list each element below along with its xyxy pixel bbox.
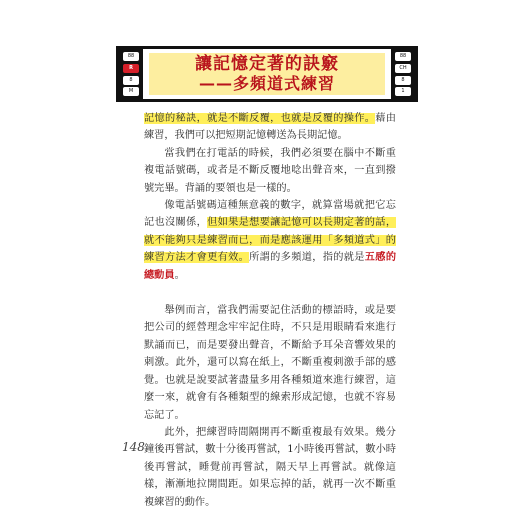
emphasis-text: 五感的總動員 <box>144 251 397 281</box>
page-title: 讓記憶定著的訣竅 <box>195 54 339 74</box>
title-box <box>149 53 385 95</box>
paragraph: 當我們在打電話的時候，我們必須要在腦中不斷重複電話號碼，或者是不斷反覆地唸出聲音來，一直到撥號完畢。背誦的要領也是一樣的。 <box>144 147 396 194</box>
paragraph <box>144 110 396 145</box>
tv-label: 8 <box>395 76 411 85</box>
text: 。 <box>174 269 185 281</box>
text: 所謂的多頻道，指的就是 <box>249 252 365 264</box>
tv-label: CH <box>395 64 411 73</box>
tv-label: M <box>123 87 139 96</box>
highlighted-text: 記憶的秘訣，就是不斷反覆，也就是反覆的操作。 <box>144 113 376 124</box>
tv-label: 8 <box>123 76 139 85</box>
page-subtitle: ——多頻道式練習 <box>198 74 335 93</box>
tv-icon-left <box>119 49 143 99</box>
text: 藉由練習，我們可以把短期記憶轉送為長期記憶。 <box>144 113 396 142</box>
paragraph: 舉例而言，當我們需要記住活動的標語時，或是要把公司的經營理念牢牢記住時，不只是用眼睛看來進行默誦而已，而是要發出聲音，不斷給予耳朵音響效果的刺激。此外，還可以寫在紙上，不斷重複刺激手部的感覺。也就是說要試著盡量多用各種頻道來進行練習，這麼一來，就會有各種類型的線索形成記憶，也就不容易忘記了。 <box>144 305 396 421</box>
tv-label: 88 <box>395 52 411 61</box>
chapter-header-banner <box>116 46 418 102</box>
spacer <box>144 284 396 302</box>
tv-label: R <box>123 64 139 73</box>
highlighted-text: 但如果是想要讓記憶可以長期定著的話，就不能夠只是練習而已，而是應該運用「多頻道式」的練習方法才會更有效。 <box>144 217 397 264</box>
text: 像電話號碼這種無意義的數字，就算當場就把它忘記也沒關係， <box>144 200 396 229</box>
tv-label: 1 <box>395 87 411 96</box>
tv-icon-right <box>391 49 415 99</box>
body-text <box>144 110 396 511</box>
page-number: 148 <box>122 440 145 454</box>
paragraph: 此外，把練習時間隔開再不斷重複最有效果。幾分鐘後再嘗試，數十分後再嘗試，1小時後再嘗試，數小時後再嘗試，睡覺前再嘗試，隔天早上再嘗試。就像這樣，漸漸地拉開間距。如果忘掉的話，就再一次不斷重複練習的動作。 <box>144 426 396 508</box>
paragraph <box>144 197 396 284</box>
tv-label: 88 <box>123 52 139 61</box>
